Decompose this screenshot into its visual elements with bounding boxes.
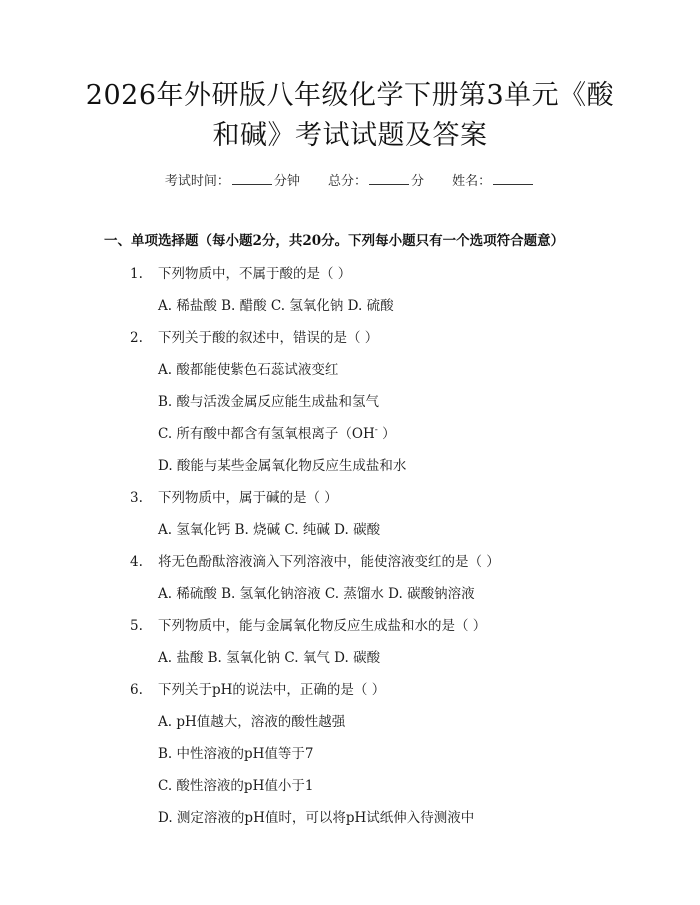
question-3 xyxy=(130,486,338,506)
name-label: 姓名： xyxy=(452,174,492,189)
total-score-field xyxy=(328,170,424,189)
exam-title-line2: 和碱》考试试题及答案 xyxy=(212,120,488,151)
option-tail: ） xyxy=(377,426,396,442)
total-score-label: 总分： xyxy=(327,174,367,189)
question-2-option-a: A. 酸都能使紫色石蕊试液变红 xyxy=(158,362,339,378)
total-score-blank xyxy=(369,173,409,185)
question-1 xyxy=(130,262,351,282)
exam-title-line1: 2026年外研版八年级化学下册第3单元《酸 xyxy=(85,80,615,111)
question-2 xyxy=(130,326,378,346)
question-6-option-b: B. 中性溶液的pH值等于7 xyxy=(158,746,314,762)
question-number: 3. xyxy=(130,490,143,506)
option-text: C. 所有酸中都含有氢氧根离子（OH xyxy=(158,426,375,442)
superscript-minus: - xyxy=(374,425,378,436)
exam-time-field xyxy=(165,170,300,189)
name-field xyxy=(452,170,535,189)
question-6-option-c: C. 酸性溶液的pH值小于1 xyxy=(158,778,314,794)
question-2-option-b: B. 酸与活泼金属反应能生成盐和氢气 xyxy=(158,394,380,410)
question-number: 5. xyxy=(130,618,143,634)
total-score-unit: 分 xyxy=(411,174,425,189)
question-text: 将无色酚酞溶液滴入下列溶液中，能使溶液变红的是（ ） xyxy=(158,554,500,570)
question-text: 下列物质中，属于碱的是（ ） xyxy=(158,490,338,506)
question-6-option-d: D. 测定溶液的pH值时，可以将pH试纸伸入待测液中 xyxy=(158,810,475,826)
question-2-option-d: D. 酸能与某些金属氧化物反应生成盐和水 xyxy=(158,458,407,474)
question-5-options: A. 盐酸 B. 氢氧化钠 C. 氧气 D. 碳酸 xyxy=(158,650,381,666)
question-number: 6. xyxy=(130,682,143,698)
question-4-options: A. 稀硫酸 B. 氢氧化钠溶液 C. 蒸馏水 D. 碳酸钠溶液 xyxy=(158,586,475,602)
question-2-option-c xyxy=(158,422,396,442)
question-1-options: A. 稀盐酸 B. 醋酸 C. 氢氧化钠 D. 硫酸 xyxy=(158,298,394,314)
exam-time-label: 考试时间： xyxy=(164,174,230,189)
section-heading: 一、单项选择题（每小题2分，共20分。下列每小题只有一个选项符合题意） xyxy=(104,233,565,249)
question-text: 下列关于pH的说法中，正确的是（ ） xyxy=(158,682,386,698)
question-text: 下列物质中，能与金属氧化物反应生成盐和水的是（ ） xyxy=(158,618,487,634)
name-blank xyxy=(493,173,533,185)
question-text: 下列物质中，不属于酸的是（ ） xyxy=(158,266,352,282)
exam-time-unit: 分钟 xyxy=(273,174,300,189)
question-text: 下列关于酸的叙述中，错误的是（ ） xyxy=(158,330,379,346)
question-4 xyxy=(130,550,500,570)
question-number: 4. xyxy=(130,554,143,570)
question-3-options: A. 氢氧化钙 B. 烧碱 C. 纯碱 D. 碳酸 xyxy=(158,522,381,538)
question-number: 2. xyxy=(130,330,143,346)
question-6 xyxy=(130,678,385,698)
question-number: 1. xyxy=(130,266,143,282)
exam-time-blank xyxy=(232,173,272,185)
question-6-option-a: A. pH值越大，溶液的酸性越强 xyxy=(158,714,346,730)
exam-meta-row xyxy=(0,170,700,189)
question-5 xyxy=(130,614,486,634)
